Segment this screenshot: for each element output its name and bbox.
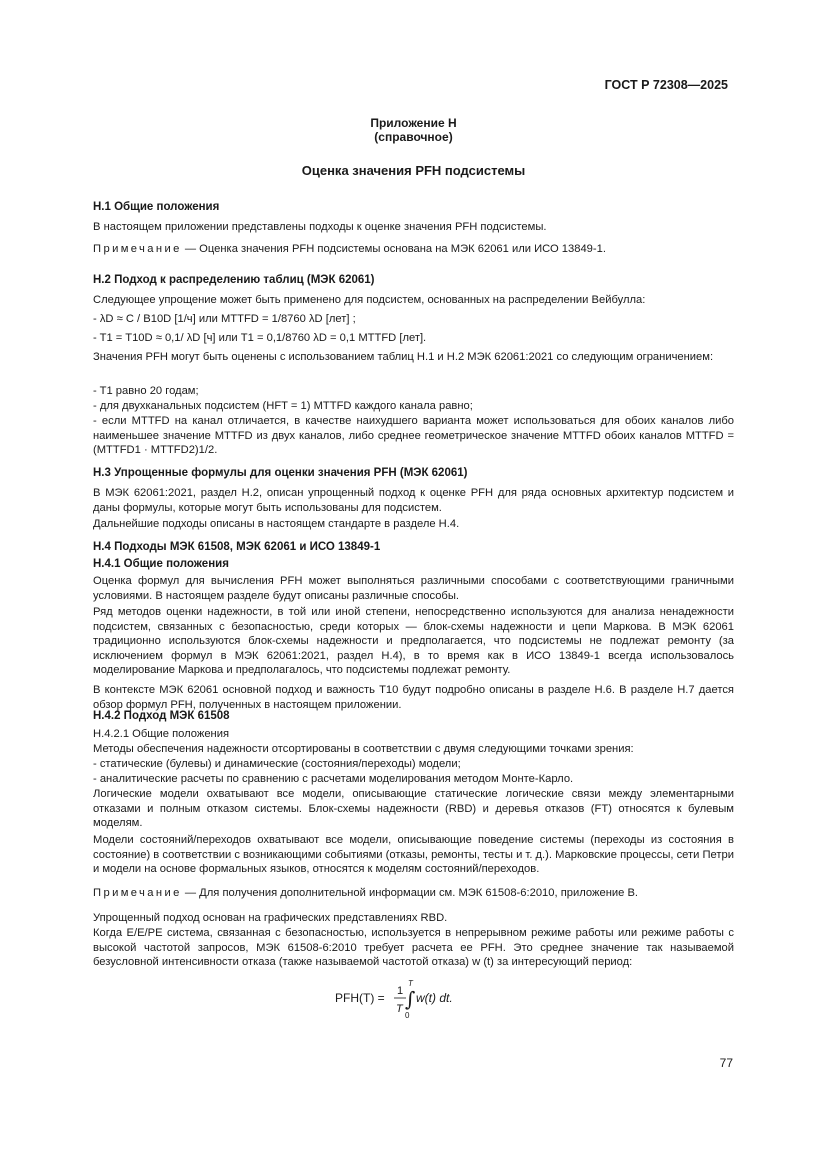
note-text: — Для получения дополнительной информации см. МЭК 61508-6:2010, приложение В. xyxy=(181,887,639,899)
page-number: 77 xyxy=(719,1056,733,1070)
section-h421-p2: Логические модели охватывают все модели, описывающие статические логические связи между элементарными отказами и полным отказом системы. Блок-схемы надежности (RBD) и деревья отказов (FT) относятся к булевым моделям. xyxy=(93,788,734,829)
note-text: — Оценка значения PFH подсистемы основана на МЭК 62061 или ИСО 13849-1. xyxy=(181,243,606,255)
section-h41-p1: Оценка формул для вычисления PFH может выполняться различными способами с соответствующими граничными условиями. В настоящем разделе будут описаны различные способы. xyxy=(93,575,734,602)
section-h421-p3: Модели состояний/переходов охватывают все модели, описывающие поведение системы (переходы из состояния в состояние) в соответствии с возникающими событиями (отказы, ремонты, тесты и т. д.). Марковские процессы, сети Петри и модели на основе формальных языков, относятся к моделям состояний/переходов. xyxy=(93,834,734,875)
section-h1-heading: Н.1 Общие положения xyxy=(93,201,220,213)
note-label: Примечание xyxy=(93,887,182,899)
section-h2-heading: Н.2 Подход к распределению таблиц (МЭК 62061) xyxy=(93,274,375,286)
section-h4-heading: Н.4 Подходы МЭК 61508, МЭК 62061 и ИСО 13849-1 xyxy=(93,541,381,553)
section-h41-heading: Н.4.1 Общие положения xyxy=(93,558,229,570)
section-h421-item-2: - аналитические расчеты по сравнению с расчетами моделирования методом Монте-Карло. xyxy=(93,773,574,785)
appendix-type: (справочное) xyxy=(374,130,453,144)
section-h2-item-1: - T1 равно 20 годам; xyxy=(93,385,199,397)
document-code: ГОСТ Р 72308—2025 xyxy=(604,78,728,92)
section-h421-p5: Когда Е/Е/РЕ система, связанная с безопасностью, используется в непрерывном режиме работы или режиме работы с высокой частотой запросов, МЭК 61508-6:2010 требует расчета ее PFH. Это среднее значение так называемой безусловной интенсивности отказа (также называемой частотой отказа) w (t) за интересующий период: xyxy=(93,927,734,968)
section-h41-p2: Ряд методов оценки надежности, в той или иной степени, непосредственно используются для анализа ненадежности подсистем, связанных с безопасностью, среди которых — блок-схемы надежности и цепи Маркова. В МЭК 62061 традиционно используются блок-схемы надежности и предполагается, что подсистемы не подлежат ремонту (за исключением формул в МЭК 62061:2021, раздел Н.4), в то время как в ИСО 13849-1 всегда использовалось моделирование Маркова и предполагалось, что подсистемы подлежат ремонту. xyxy=(93,606,734,676)
section-h2-item-2: - для двухканальных подсистем (HFT = 1) MTTFD каждого канала равно; xyxy=(93,400,473,412)
section-h3-p1: В МЭК 62061:2021, раздел Н.2, описан упрощенный подход к оценке PFH для ряда основных архитектур подсистем и даны формулы, которые могут быть использованы для подсистем. xyxy=(93,487,734,514)
section-h41-p3: В контексте МЭК 62061 основной подход и важность T10 будут подробно описаны в разделе Н.6. В разделе Н.7 дается обзор формул PFH, полученных в настоящем приложении. xyxy=(93,684,734,711)
formula-lhs: PFH(T) = xyxy=(335,991,385,1005)
pfh-formula xyxy=(0,980,827,1020)
integral-sign: ∫ xyxy=(405,987,416,1011)
section-h421-p1: Методы обеспечения надежности отсортированы в соответствии с двумя следующими точками зрения: xyxy=(93,743,634,755)
section-h2-p1: Следующее упрощение может быть применено для подсистем, основанных на распределении Вейбулла: xyxy=(93,294,646,306)
formula-integrand: w(t) dt. xyxy=(416,991,453,1005)
section-h421-item-1: - статические (булевы) и динамические (состояния/переходы) модели; xyxy=(93,758,461,770)
formula-line-1: - λD ≈ C / B10D [1/ч] или MTTFD = 1/8760 λD [лет] ; xyxy=(93,313,356,325)
section-h421-note xyxy=(93,886,734,901)
section-h2-p2: Значения PFH могут быть оценены с использованием таблиц Н.1 и Н.2 МЭК 62061:2021 со следующим ограничением: xyxy=(93,351,714,363)
appendix-title: Приложение Н xyxy=(370,116,457,130)
section-h1-note xyxy=(93,242,734,257)
section-h3-p2: Дальнейшие подходы описаны в настоящем стандарте в разделе Н.4. xyxy=(93,518,460,530)
integral-upper-limit: T xyxy=(408,980,413,988)
section-h421-heading: Н.4.2.1 Общие положения xyxy=(93,728,230,740)
formula-numerator: 1 xyxy=(397,985,404,997)
section-h2-item-3: - если MTTFD на канал отличается, в качестве наихудшего варианта может использоваться для обоих каналов либо наименьшее значение MTTFD из двух каналов, либо среднее геометрическое значение MTTFD обоих каналов MTTFD = (MTTFD1 · MTTFD2)1/2. xyxy=(93,415,734,456)
section-h1-text: В настоящем приложении представлены подходы к оценке значения PFH подсистемы. xyxy=(93,221,547,233)
section-h42-heading: Н.4.2 Подход МЭК 61508 xyxy=(93,710,230,722)
integral-lower-limit: 0 xyxy=(405,1011,410,1020)
appendix-heading: Оценка значения PFH подсистемы xyxy=(301,163,526,178)
note-label: Примечание xyxy=(93,243,182,255)
section-h3-heading: Н.3 Упрощенные формулы для оценки значения PFH (МЭК 62061) xyxy=(93,467,468,479)
formula-line-2: - T1 = T10D ≈ 0,1/ λD [ч] или T1 = 0,1/8760 λD = 0,1 MTTFD [лет]. xyxy=(93,332,427,344)
formula-denominator: T xyxy=(396,1003,403,1015)
section-h421-p4: Упрощенный подход основан на графических представлениях RBD. xyxy=(93,912,448,924)
